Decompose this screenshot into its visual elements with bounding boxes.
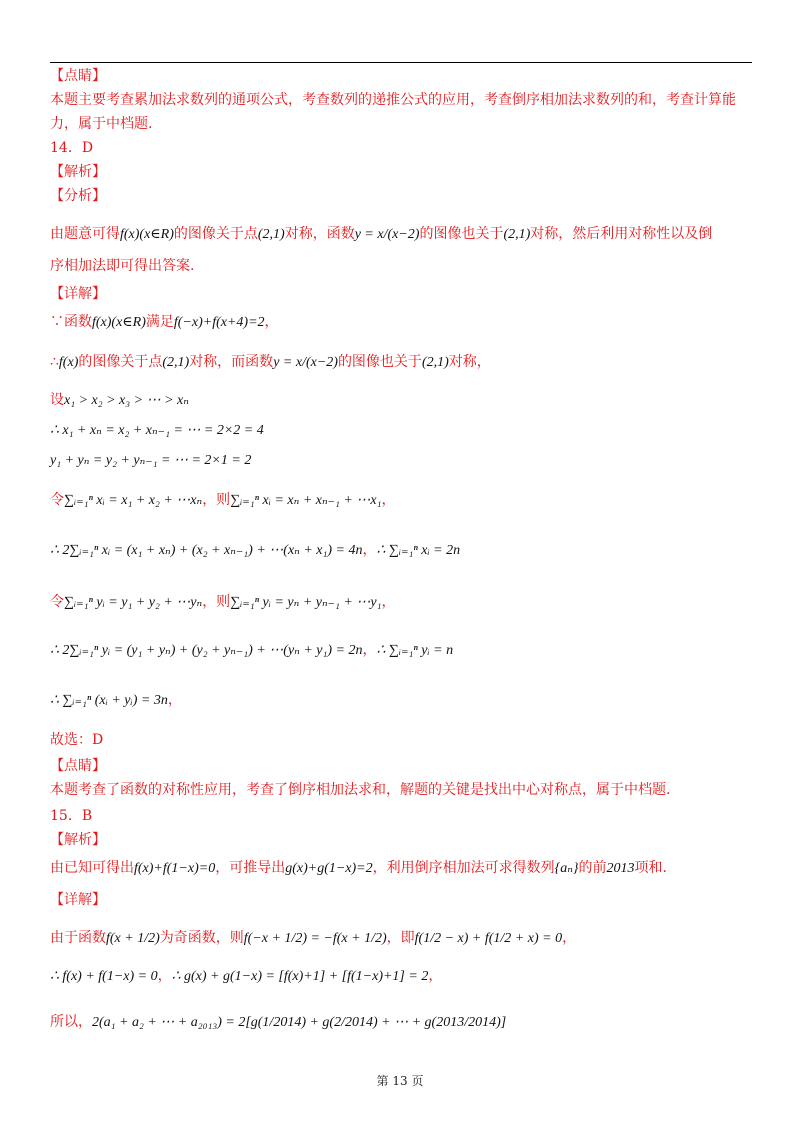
q14-dianjing-line: 本题考查了函数的对称性应用，考查了倒序相加法求和，解题的关键是找出中心对称点，属于中档题. (50, 782, 671, 798)
math: ∴ ∑ᵢ₌₁ⁿ (xᵢ + yᵢ) = 3n (50, 693, 168, 708)
math: y = x/(x−2) (273, 355, 338, 370)
text: ∴ (50, 354, 59, 370)
math: ∑ᵢ₌₁ⁿ yᵢ = y₁ + y₂ + ⋯yₙ (64, 595, 203, 610)
q14-xiangjie-label: 【详解】 (50, 286, 106, 302)
q14-detail-line7 (50, 540, 460, 561)
text: ， (362, 542, 377, 558)
math: ∴ f(x) + f(1−x) = 0 (50, 969, 158, 984)
text: 由已知可得出 (50, 860, 134, 876)
q15-xiangjie-label: 【详解】 (50, 892, 106, 908)
math: ∴ ∑ᵢ₌₁ⁿ xᵢ = 2n (376, 543, 461, 558)
text: ，则 (202, 594, 231, 610)
q14-detail-line9 (50, 640, 453, 661)
text: 对称，然后利用对称性以及倒 (530, 226, 713, 242)
text: ，则 (202, 492, 231, 508)
q15-detail-line1 (50, 928, 576, 949)
math: (2,1) (162, 355, 190, 370)
math: f(x)+f(1−x)=0 (134, 861, 216, 876)
q14-choice: 故选：D (50, 732, 104, 748)
text: 为奇函数，则 (159, 930, 244, 946)
q14-detail-line2 (50, 352, 491, 373)
math: ∴ ∑ᵢ₌₁ⁿ yᵢ = n (376, 643, 454, 658)
q14-detail-line4 (50, 420, 264, 441)
q14-fenxi-line2: 序相加法即可得出答案. (50, 258, 195, 274)
q14-detail-line10 (50, 690, 182, 711)
text: ， (562, 930, 577, 946)
section13-dianjing-line2: 力，属于中档题. (50, 116, 153, 132)
math: y₁ + yₙ = y₂ + yₙ₋₁ = ⋯ = 2×1 = 2 (50, 453, 252, 468)
q14-detail-line6 (50, 490, 395, 511)
text: ， (428, 968, 443, 984)
text: 对称， (448, 354, 491, 370)
q15-detail-line3 (50, 1012, 506, 1033)
section13-dianjing-line1: 本题主要考查累加法求数列的通项公式，考查数列的递推公式的应用，考查倒序相加法求数列的和，考查计算能 (50, 92, 736, 108)
math-fx-domain: f(x)(x∈R) (120, 227, 174, 242)
text: ，利用倒序相加法可求得数列 (372, 860, 555, 876)
q14-detail-line8 (50, 592, 395, 613)
text: 对称，而函数 (189, 354, 274, 370)
math: ∑ᵢ₌₁ⁿ xᵢ = xₙ + xₙ₋₁ + ⋯x₁ (230, 493, 382, 508)
math: f(x + 1/2) (106, 931, 160, 946)
text: 满足 (145, 314, 174, 330)
q15-answer: 15．B (50, 808, 93, 824)
text: 设 (50, 392, 64, 408)
text: ， (381, 492, 396, 508)
math-y-function: y = x/(x−2) (354, 227, 420, 242)
math: f(x) (58, 355, 79, 370)
math: f(−x + 1/2) = −f(x + 1/2) (243, 931, 387, 946)
text: 的图像也关于 (419, 226, 504, 242)
math: (2,1) (421, 355, 449, 370)
math: ∑ᵢ₌₁ⁿ xᵢ = x₁ + x₂ + ⋯xₙ (64, 493, 203, 508)
text: 的图像关于点 (78, 354, 163, 370)
text: 令 (50, 492, 64, 508)
q14-answer: 14．D (50, 140, 94, 156)
math-point: (2,1) (503, 227, 531, 242)
text: 所以， (50, 1014, 92, 1030)
header-rule (50, 62, 752, 63)
math: f(−x)+f(x+4)=2 (173, 315, 265, 330)
text: 的图像关于点 (173, 226, 258, 242)
math: ∴ g(x) + g(1−x) = [f(x)+1] + [f(1−x)+1] = 2 (171, 969, 429, 984)
text: ， (167, 692, 182, 708)
text: ， (264, 314, 279, 330)
text: ， (381, 594, 396, 610)
text: ， (157, 968, 172, 984)
math: {aₙ} (554, 861, 579, 876)
text: 由于函数 (50, 930, 106, 946)
text: 由题意可得 (50, 226, 120, 242)
q15-detail-line2 (50, 966, 442, 987)
text: 的图像也关于 (337, 354, 422, 370)
text: 的前 (578, 860, 607, 876)
math: ∑ᵢ₌₁ⁿ yᵢ = yₙ + yₙ₋₁ + ⋯y₁ (230, 595, 382, 610)
text: ，可推导出 (215, 860, 286, 876)
math: f(x)(x∈R) (92, 315, 146, 330)
q15-jiexi-line (50, 858, 667, 879)
math: ∴ 2∑ᵢ₌₁ⁿ xᵢ = (x₁ + xₙ) + (x₂ + xₙ₋₁) + ⋯(xₙ + x₁) = 4n (50, 543, 363, 558)
q14-fenxi-line1 (50, 224, 712, 245)
q14-detail-line5 (50, 450, 251, 471)
q15-jiexi-label: 【解析】 (50, 832, 106, 848)
q14-fenxi-label: 【分析】 (50, 188, 106, 204)
math: f(1/2 − x) + f(1/2 + x) = 0 (414, 931, 563, 946)
math: ∴ 2∑ᵢ₌₁ⁿ yᵢ = (y₁ + yₙ) + (y₂ + yₙ₋₁) + ⋯(yₙ + y₁) = 2n (50, 643, 363, 658)
section13-dianjing-label: 【点睛】 (50, 68, 106, 84)
page-footer: 第 13 页 (376, 1074, 424, 1088)
q14-detail-line1 (50, 312, 279, 333)
math: g(x)+g(1−x)=2 (285, 861, 373, 876)
text: ∵函数 (50, 314, 92, 330)
math: 2013 (606, 861, 635, 876)
q14-detail-line3 (50, 390, 189, 411)
math-point: (2,1) (257, 227, 285, 242)
text: 项和. (634, 860, 667, 876)
q14-jiexi-label: 【解析】 (50, 164, 106, 180)
text: 令 (50, 594, 64, 610)
text: 对称，函数 (284, 226, 355, 242)
q14-dianjing-label: 【点睛】 (50, 758, 106, 774)
text: ，即 (386, 930, 415, 946)
math: ∴ x₁ + xₙ = x₂ + xₙ₋₁ = ⋯ = 2×2 = 4 (50, 423, 264, 438)
math: x₁ > x₂ > x₃ > ⋯ > xₙ (64, 393, 189, 408)
text: ， (362, 642, 377, 658)
math: 2(a₁ + a₂ + ⋯ + a₂₀₁₃) = 2[g(1/2014) + g(2/2014) + ⋯ + g(2013/2014)] (92, 1015, 507, 1030)
